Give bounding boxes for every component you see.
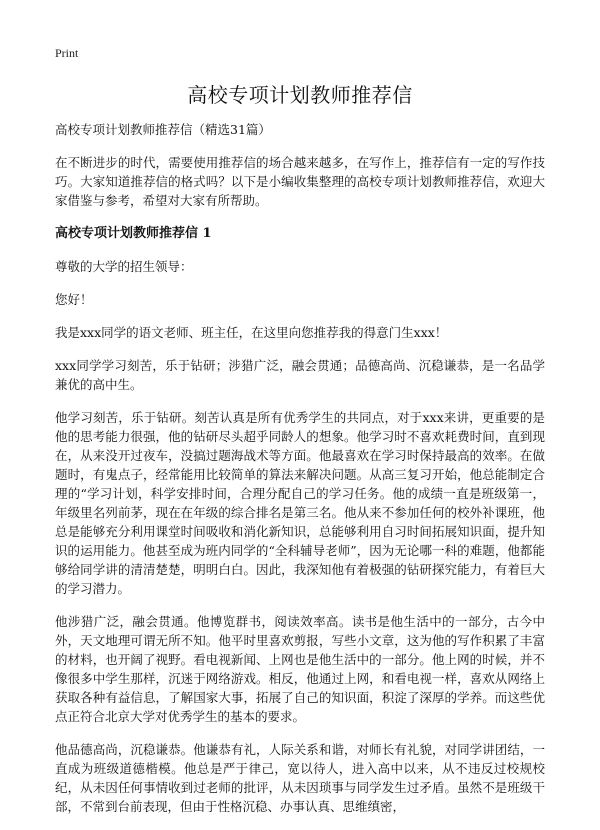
body-paragraph: 他学习刻苦，乐于钻研。刻苦认真是所有优秀学生的共同点，对于xxx来讲，更重要的是他的思考能力很强，他的钻研尽头超乎同龄人的想象。他学习时不喜欢耗费时间，直到现在，从来没开过夜车，没搞过题海战术等方面。他最喜欢在学习时保持最高的效率。在做题时，有鬼点子，经常能用比较简单的算法来解决问题。从高三复习开始，他总能制定合理的“学习计划，科学安排时间，合理分配自己的学习任务。他的成绩一直是班级第一，年级里名列前茅，现在在年级的综合排名是第三名。他从来不参加任何的校外补课班，他总是能够充分利用课堂时间吸收和消化新知识，总能够利用自习时间拓展知识面，提升知识的运用能力。他甚至成为班内同学的“全科辅导老师”，因为无论哪一科的难题，他都能够给同学讲的清清楚楚，明明白白。因此，我深知他有着极强的钻研探究能力，有着巨大的学习潜力。 [55, 410, 545, 596]
article-body [55, 120, 545, 830]
greeting: 您好！ [55, 292, 93, 307]
page-title: 高校专项计划教师推荐信 [187, 83, 413, 107]
body-paragraph: 他涉猎广泛，融会贯通。他博览群书，阅读效率高。读书是他生活中的一部分，古今中外，天文地理可谓无所不知。他平时里喜欢剪报，写些小文章，这为他的写作积累了丰富的材料，也开阔了视野。看电视新闻、上网也是他生活中的一部分。他上网的时候，并不像很多中学生那样，沉迷于网络游戏。相反，他通过上网，和看电视一样，喜欢从网络上获取各种有益信息，了解国家大事，拓展了自己的知识面，积淀了深厚的学养。而这些优点正符合北京大学对优秀学生的基本的要求。 [55, 614, 545, 724]
intro-paragraph: 在不断进步的时代，需要使用推荐信的场合越来越多，在写作上，推荐信有一定的写作技巧。大家知道推荐信的格式吗？以下是小编收集整理的高校专项计划教师推荐信，欢迎大家借鉴与参考，希望对大家有所帮助。 [55, 155, 545, 208]
section-heading: 高校专项计划教师推荐信 1 [55, 226, 212, 241]
body-paragraph: 我是xxx同学的语文老师、班主任，在这里向您推荐我的得意门生xxx！ [55, 325, 448, 340]
article-subtitle: 高校专项计划教师推荐信（精选31篇） [55, 122, 271, 137]
body-paragraph: xxx同学学习刻苦，乐于钻研；涉猎广泛，融会贯通；品德高尚、沉稳谦恭，是一名品学兼优的高中生。 [55, 358, 545, 392]
salutation: 尊敬的大学的招生领导： [55, 259, 193, 274]
body-paragraph: 他品德高尚，沉稳谦恭。他谦恭有礼，人际关系和谐，对师长有礼貌，对同学讲团结，一直成为班级道德楷模。他总是严于律己，宽以待人，进入高中以来，从不违反过校规校纪，从未因任何事情收到过老师的批评，从未因琐事与同学发生过矛盾。虽然不是班级干部，不常到台前表现，但由于性格沉稳、办事认真、思维缜密， [55, 742, 545, 814]
print-link[interactable]: Print [55, 46, 79, 60]
